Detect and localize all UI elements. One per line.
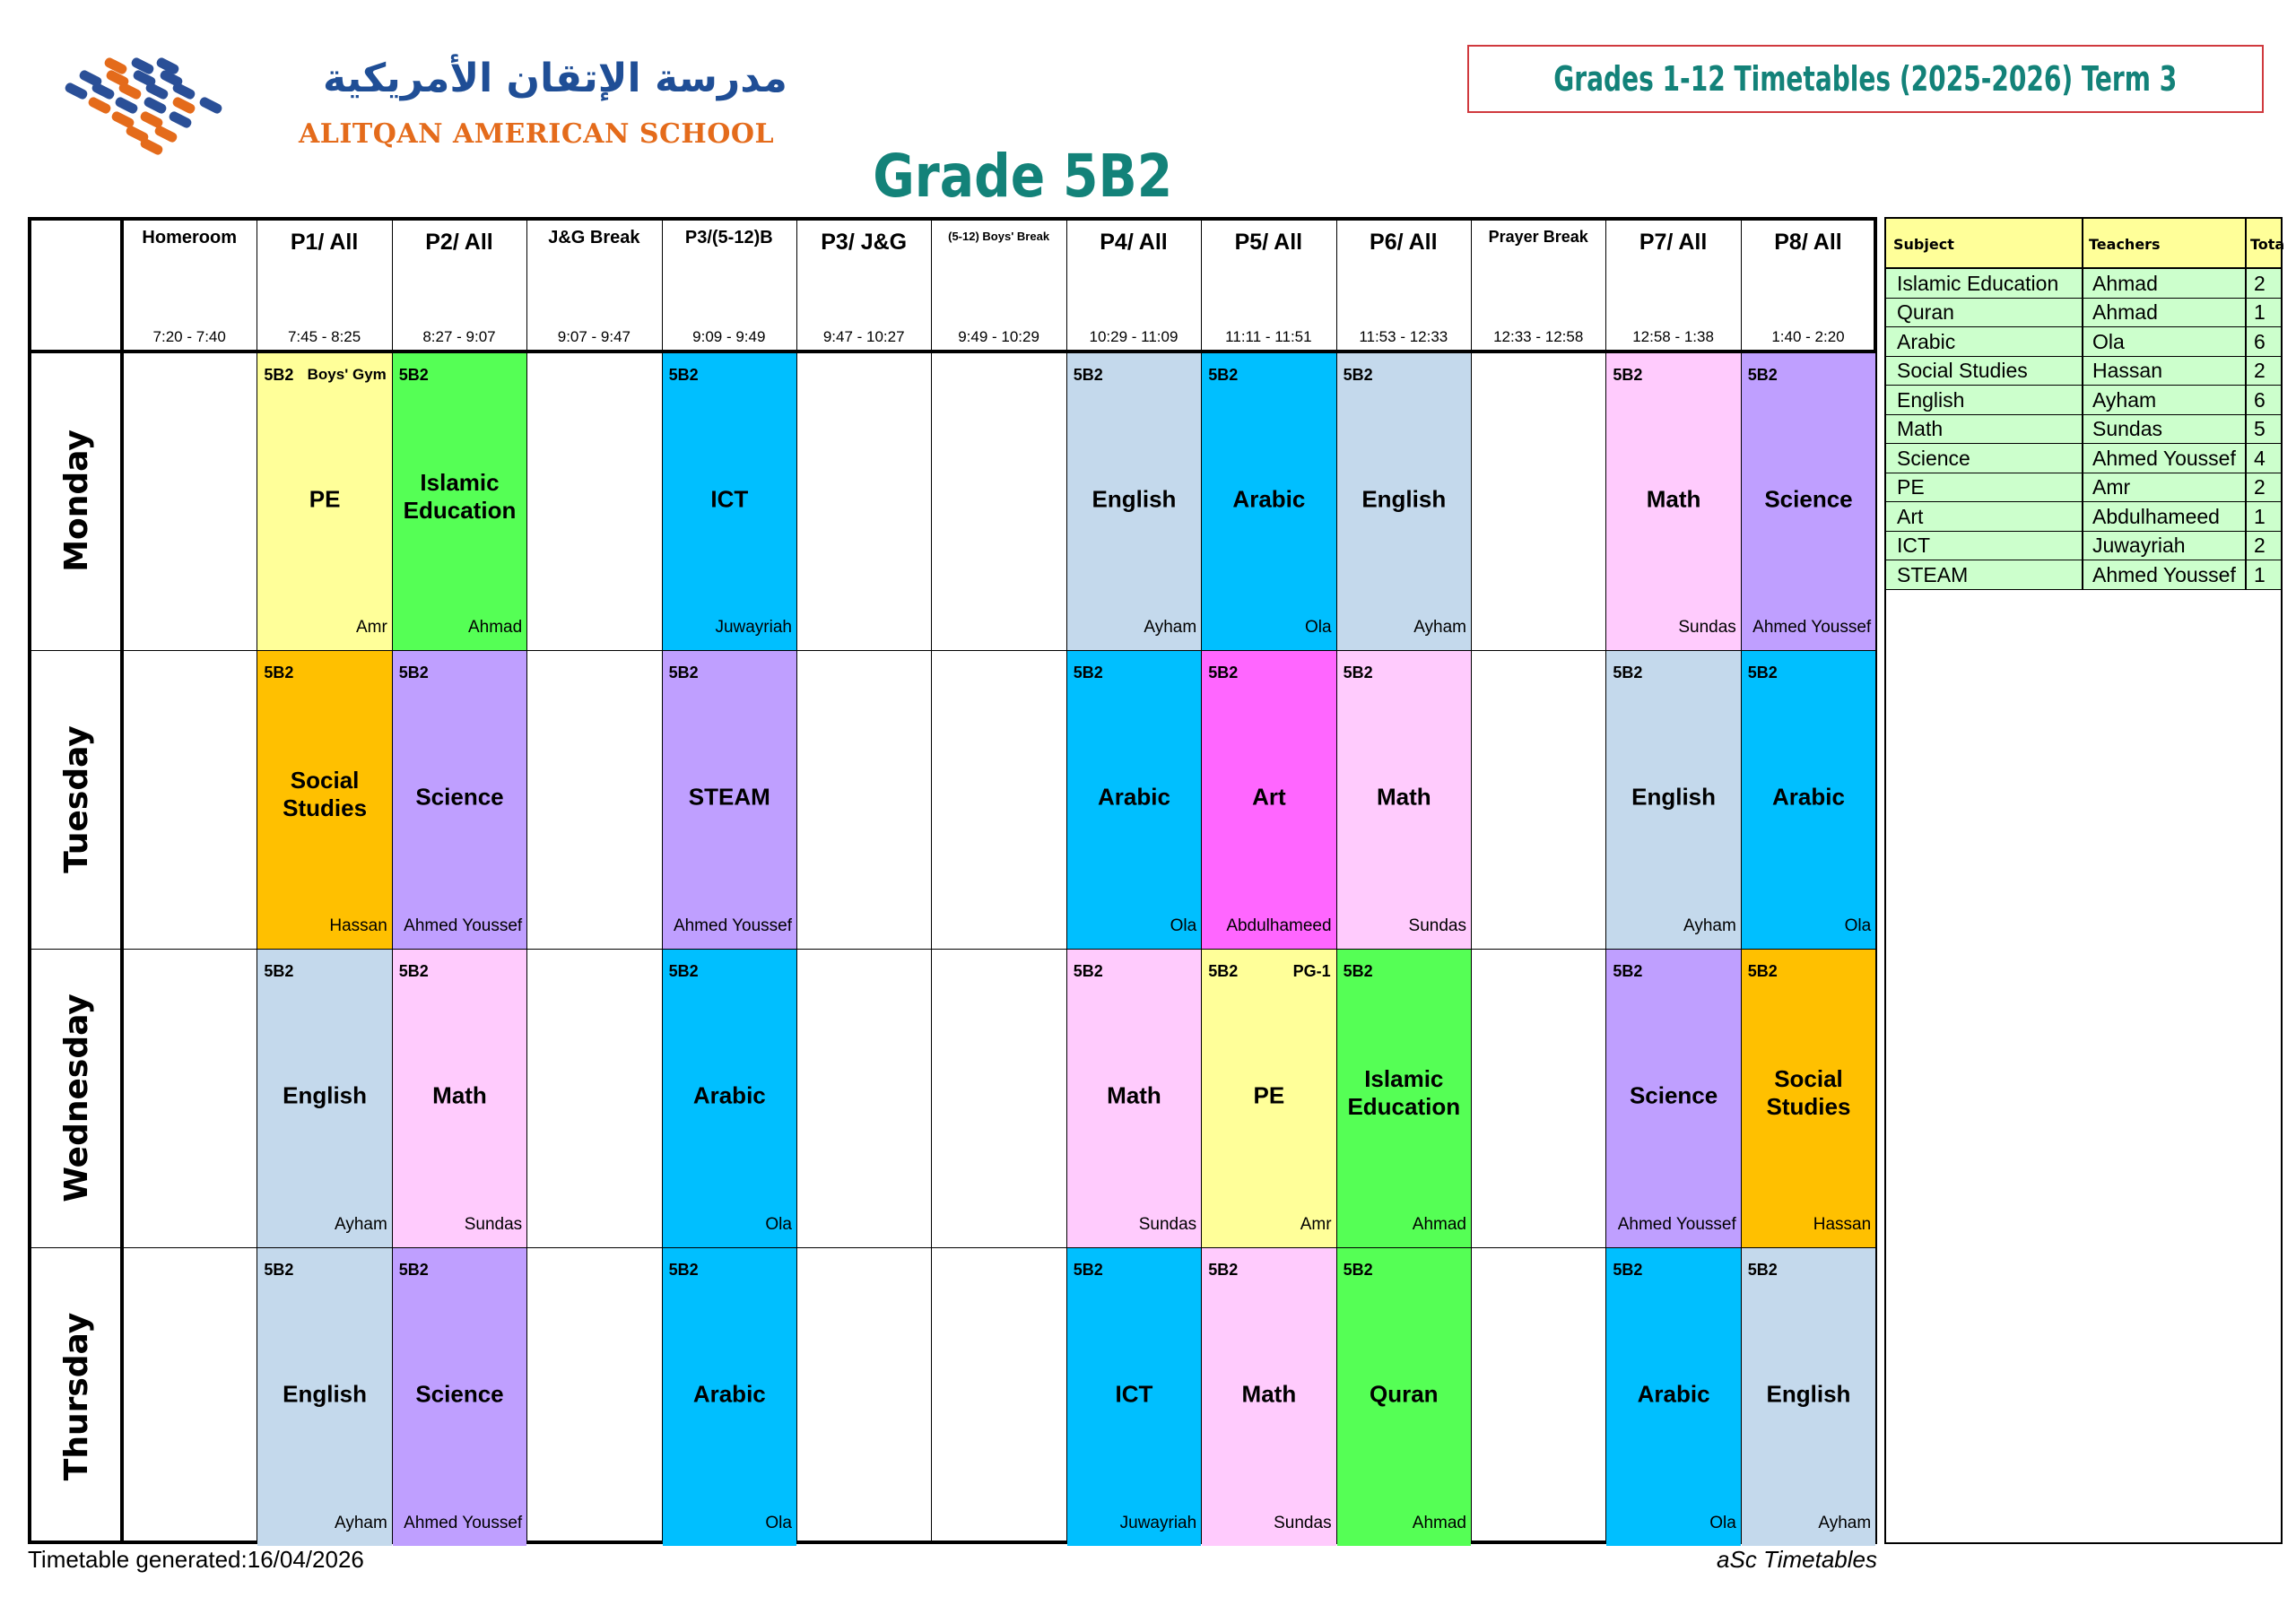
lesson-class: 5B2 [1208, 1261, 1239, 1279]
day-label-tuesday: Tuesday [58, 725, 95, 873]
lesson-class: 5B2 [1747, 1261, 1778, 1279]
lesson-subject: Science [1629, 1081, 1718, 1109]
lesson-subject: English [1766, 1380, 1851, 1408]
summary-total: 2 [2254, 475, 2266, 499]
period-time: 10:29 - 11:09 [1089, 328, 1178, 345]
summary-row [1886, 560, 2281, 590]
lesson-teacher: Sundas [1408, 916, 1466, 935]
period-label: Prayer Break [1488, 228, 1588, 246]
lesson-cell[interactable] [393, 950, 526, 1247]
lesson-cell[interactable] [1067, 950, 1201, 1247]
period-time: 7:20 - 7:40 [152, 328, 226, 345]
lesson-subject: Science [415, 783, 504, 811]
lesson-teacher: Juwayriah [715, 618, 792, 637]
lesson-teacher: Ahmed Youssef [1752, 618, 1872, 637]
period-header [931, 221, 1065, 352]
day-label-monday: Monday [58, 430, 96, 572]
logo-tile-icon [64, 82, 89, 101]
lesson-teacher: Ahmed Youssef [404, 1514, 523, 1532]
lesson-subject: Math [1107, 1081, 1161, 1109]
lesson-subject: Math [1376, 783, 1431, 811]
timetable-title: Grades 1-12 Timetables (2025-2026) Term 3 [1553, 59, 2178, 99]
school-logo [61, 56, 231, 161]
lesson-class: 5B2 [1747, 962, 1778, 980]
period-time: 8:27 - 9:07 [422, 328, 496, 345]
lesson-cell[interactable] [1202, 651, 1335, 949]
lesson-teacher: Ayham [1818, 1514, 1872, 1532]
lesson-teacher: Ola [765, 1514, 792, 1532]
summary-teacher: Ahmad [2092, 300, 2158, 324]
lesson-subject: English [283, 1081, 368, 1109]
summary-total: 6 [2254, 329, 2266, 353]
lesson-class: 5B2 [668, 664, 699, 681]
period-time: 12:33 - 12:58 [1493, 328, 1584, 345]
lesson-subject: Art [1252, 783, 1286, 811]
summary-header-teachers: Teachers [2089, 235, 2161, 253]
lesson-cell[interactable] [1606, 353, 1740, 650]
period-label: P7/ All [1639, 230, 1708, 255]
lesson-class: 5B2 [1613, 664, 1643, 681]
period-label: (5-12) Boys' Break [948, 230, 1050, 243]
summary-row [1886, 299, 2281, 328]
summary-subject: Social Studies [1897, 359, 2028, 382]
period-time: 9:09 - 9:49 [692, 328, 766, 345]
lesson-teacher: Ola [1844, 916, 1872, 935]
lesson-teacher: Ahmad [1412, 1514, 1466, 1532]
summary-subject: Islamic Education [1897, 271, 2059, 295]
lesson-teacher: Ola [1709, 1514, 1736, 1532]
period-header [1336, 221, 1471, 352]
summary-row [1886, 502, 2281, 532]
summary-subject: Math [1897, 417, 1944, 440]
lesson-class: 5B2 [1073, 962, 1103, 980]
lesson-teacher: Ayham [334, 1514, 387, 1532]
period-header [1605, 221, 1740, 352]
lesson-class: 5B2 [668, 1261, 699, 1279]
lesson-subject: Arabic [1232, 484, 1306, 512]
lesson-teacher: Ayham [1683, 916, 1736, 935]
lesson-class: 5B2 [1343, 664, 1373, 681]
summary-header [1886, 219, 2285, 269]
summary-row [1886, 386, 2281, 415]
day-label-thursday: Thursday [58, 1312, 96, 1481]
lesson-teacher: Ahmed Youssef [404, 916, 523, 935]
lesson-subject: Islamic Education [1347, 1064, 1461, 1120]
lesson-teacher: Ahmed Youssef [1617, 1215, 1736, 1234]
summary-total: 2 [2254, 534, 2266, 557]
lesson-cell[interactable] [663, 651, 796, 949]
lesson-teacher: Ahmad [1412, 1215, 1466, 1234]
lesson-cell[interactable] [1742, 651, 1875, 949]
period-time: 12:58 - 1:38 [1632, 328, 1714, 345]
period-time: 9:47 - 10:27 [822, 328, 905, 345]
lesson-cell[interactable] [1606, 1248, 1740, 1546]
lesson-subject: Arabic [1637, 1380, 1710, 1408]
lesson-subject: Science [1764, 484, 1853, 512]
lesson-teacher: Sundas [1138, 1215, 1197, 1234]
summary-subject: STEAM [1897, 562, 1969, 586]
summary-row [1886, 415, 2281, 445]
lesson-class: 5B2 [398, 1261, 429, 1279]
period-time: 9:49 - 10:29 [958, 328, 1039, 345]
lesson-class: 5B2 [1208, 664, 1239, 681]
lesson-cell[interactable] [1742, 353, 1875, 650]
lesson-class: 5B2 [1613, 962, 1643, 980]
period-label: J&G Break [548, 228, 640, 247]
lesson-teacher: Abdulhameed [1226, 916, 1332, 935]
period-label: P6/ All [1370, 230, 1438, 255]
lesson-teacher: Sundas [1274, 1514, 1332, 1532]
lesson-class: 5B2 [1613, 366, 1643, 384]
lesson-teacher: Amr [355, 618, 387, 637]
period-label: P8/ All [1774, 230, 1842, 255]
summary-total: 2 [2254, 271, 2266, 295]
summary-teacher: Ahmed Youssef [2092, 562, 2236, 586]
lesson-cell[interactable] [393, 651, 526, 949]
lesson-class: 5B2 [1208, 962, 1239, 980]
summary-row [1886, 532, 2281, 561]
lesson-class: 5B2 [264, 1261, 294, 1279]
lesson-class: 5B2 [668, 962, 699, 980]
lesson-cell[interactable] [1606, 950, 1740, 1247]
lesson-subject: Math [1646, 484, 1701, 512]
lesson-cell[interactable] [257, 950, 391, 1247]
summary-teacher: Ayham [2092, 387, 2157, 412]
lesson-cell[interactable] [663, 950, 796, 1247]
period-time: 11:53 - 12:33 [1359, 328, 1448, 345]
period-header [257, 221, 391, 352]
lesson-subject: Social Studies [283, 766, 368, 821]
lesson-class: 5B2 [1073, 664, 1103, 681]
grid-line [1471, 221, 1472, 1541]
day-label-wednesday: Wednesday [58, 994, 96, 1202]
summary-subject: English [1897, 387, 1965, 412]
period-label: P1/ All [290, 230, 359, 255]
summary-total: 4 [2254, 446, 2266, 470]
grid-line [931, 221, 932, 1541]
lesson-subject: Arabic [692, 1081, 766, 1109]
period-time: 9:07 - 9:47 [557, 328, 631, 345]
lesson-subject: Math [1241, 1380, 1297, 1408]
lesson-cell[interactable] [663, 353, 796, 650]
timetable-title-box [1467, 45, 2264, 113]
period-header [526, 221, 661, 352]
summary-teacher: Juwayriah [2092, 534, 2186, 557]
lesson-class: 5B2 [1208, 366, 1239, 384]
logo-tile-icon [153, 125, 178, 144]
lesson-subject: ICT [1115, 1380, 1153, 1408]
lesson-subject: English [1091, 484, 1177, 512]
lesson-subject: Arabic [1772, 783, 1845, 811]
lesson-teacher: Amr [1300, 1215, 1332, 1234]
lesson-cell[interactable] [1742, 1248, 1875, 1546]
lesson-subject: ICT [710, 484, 749, 512]
lesson-teacher: Ayham [334, 1215, 387, 1234]
lesson-teacher: Ayham [1413, 618, 1466, 637]
lesson-teacher: Ahmad [467, 618, 523, 637]
lesson-subject: Islamic Education [403, 468, 517, 524]
lesson-cell[interactable] [1202, 353, 1335, 650]
summary-subject: Art [1897, 504, 1924, 528]
summary-teacher: Hassan [2092, 359, 2162, 382]
summary-subject: Quran [1897, 300, 1954, 324]
lesson-cell[interactable] [1337, 950, 1471, 1247]
lesson-room: Boys' Gym [307, 366, 387, 383]
software-credit: aSc Timetables [1717, 1546, 1877, 1573]
lesson-class: 5B2 [264, 366, 294, 384]
lesson-class: 5B2 [1343, 1261, 1373, 1279]
summary-divider [2245, 219, 2247, 590]
lesson-class: 5B2 [398, 962, 429, 980]
generated-date: Timetable generated:16/04/2026 [28, 1546, 364, 1573]
lesson-cell[interactable] [393, 353, 526, 650]
lesson-cell[interactable] [1067, 353, 1201, 650]
summary-divider [2082, 219, 2083, 590]
summary-subject: PE [1897, 475, 1925, 499]
lesson-cell[interactable] [1067, 1248, 1201, 1546]
summary-subject: ICT [1897, 534, 1931, 557]
lesson-cell[interactable] [663, 1248, 796, 1546]
summary-teacher: Ola [2092, 329, 2125, 353]
lesson-subject: Math [432, 1081, 487, 1109]
period-header [1201, 221, 1335, 352]
lesson-teacher: Sundas [1678, 618, 1736, 637]
summary-teacher: Ahmad [2092, 271, 2158, 295]
lesson-teacher: Ahmed Youssef [673, 916, 792, 935]
lesson-teacher: Hassan [1813, 1215, 1872, 1234]
lesson-teacher: Ola [1305, 618, 1332, 637]
lesson-class: 5B2 [1343, 962, 1373, 980]
lesson-cell[interactable] [1742, 950, 1875, 1247]
lesson-subject: English [1361, 484, 1447, 512]
period-header [1741, 221, 1875, 352]
summary-total: 6 [2254, 387, 2266, 412]
lesson-subject: Arabic [1098, 783, 1170, 811]
summary-row [1886, 269, 2281, 299]
lesson-subject: English [283, 1380, 368, 1408]
lesson-room: PG-1 [1292, 962, 1331, 980]
lesson-teacher: Ayham [1144, 618, 1197, 637]
lesson-subject: PE [1253, 1081, 1285, 1109]
subject-summary-table [1884, 217, 2283, 1544]
school-name-arabic: مدرسة الإتقان الأمريكية [323, 56, 787, 101]
summary-teacher: Abdulhameed [2092, 504, 2220, 528]
lesson-cell[interactable] [257, 651, 391, 949]
grid-line [526, 221, 527, 1541]
period-label: P4/ All [1100, 230, 1168, 255]
lesson-cell[interactable] [1337, 1248, 1471, 1546]
lesson-cell[interactable] [257, 353, 391, 650]
lesson-teacher: Ola [1170, 916, 1197, 935]
period-time: 11:11 - 11:51 [1225, 328, 1312, 345]
summary-total: 2 [2254, 359, 2266, 382]
lesson-subject: Arabic [692, 1380, 766, 1408]
period-label: Homeroom [142, 228, 237, 247]
summary-row [1886, 444, 2281, 473]
lesson-cell[interactable] [1337, 651, 1471, 949]
lesson-teacher: Ola [765, 1215, 792, 1234]
lesson-class: 5B2 [1073, 1261, 1103, 1279]
lesson-class: 5B2 [398, 664, 429, 681]
lesson-teacher: Juwayriah [1119, 1514, 1197, 1532]
summary-total: 1 [2254, 504, 2266, 528]
lesson-cell[interactable] [1202, 1248, 1335, 1546]
lesson-class: 5B2 [264, 664, 294, 681]
summary-row [1886, 357, 2281, 386]
lesson-class: 5B2 [668, 366, 699, 384]
period-header [1471, 221, 1605, 352]
lesson-cell[interactable] [1606, 651, 1740, 949]
period-label: P3/ J&G [821, 230, 908, 255]
summary-subject: Science [1897, 446, 1970, 470]
period-header [796, 221, 931, 352]
summary-teacher: Amr [2092, 475, 2131, 499]
lesson-class: 5B2 [1343, 366, 1373, 384]
period-label: P3/(5-12)B [684, 228, 773, 247]
summary-total: 1 [2254, 300, 2266, 324]
lesson-subject: Social Studies [1766, 1064, 1851, 1120]
lesson-class: 5B2 [398, 366, 429, 384]
period-label: P2/ All [425, 230, 493, 255]
summary-header-total: Tota [2250, 235, 2285, 253]
lesson-cell[interactable] [257, 1248, 391, 1546]
period-time: 7:45 - 8:25 [287, 328, 361, 345]
lesson-subject: Quran [1370, 1380, 1439, 1408]
lesson-class: 5B2 [1613, 1261, 1643, 1279]
summary-total: 5 [2254, 417, 2266, 440]
logo-tile-icon [139, 137, 164, 157]
lesson-cell[interactable] [1202, 950, 1335, 1247]
lesson-subject: English [1631, 783, 1717, 811]
grid-line [796, 221, 797, 1541]
lesson-subject: Science [415, 1380, 504, 1408]
lesson-class: 5B2 [1073, 366, 1103, 384]
lesson-subject: STEAM [688, 783, 770, 811]
lesson-class: 5B2 [1747, 366, 1778, 384]
summary-teacher: Sundas [2092, 417, 2163, 440]
period-header [662, 221, 796, 352]
school-name-english: ALITQAN AMERICAN SCHOOL [299, 118, 775, 150]
lesson-cell[interactable] [1067, 651, 1201, 949]
logo-tile-icon [198, 96, 223, 116]
period-time: 1:40 - 2:20 [1771, 328, 1845, 345]
summary-row [1886, 327, 2281, 357]
period-label: P5/ All [1234, 230, 1303, 255]
summary-total: 1 [2254, 562, 2266, 586]
lesson-cell[interactable] [1337, 353, 1471, 650]
summary-row [1886, 473, 2281, 503]
lesson-class: 5B2 [264, 962, 294, 980]
period-header [1066, 221, 1201, 352]
lesson-class: 5B2 [1747, 664, 1778, 681]
period-header [392, 221, 526, 352]
grade-title: Grade 5B2 [872, 142, 1173, 211]
lesson-cell[interactable] [393, 1248, 526, 1546]
timetable-grid [28, 217, 1877, 1544]
summary-header-subject: Subject [1893, 235, 1954, 253]
period-header [122, 221, 257, 352]
summary-teacher: Ahmed Youssef [2092, 446, 2236, 470]
lesson-teacher: Sundas [464, 1215, 523, 1234]
summary-subject: Arabic [1897, 329, 1956, 353]
lesson-subject: PE [309, 484, 341, 512]
lesson-teacher: Hassan [329, 916, 387, 935]
